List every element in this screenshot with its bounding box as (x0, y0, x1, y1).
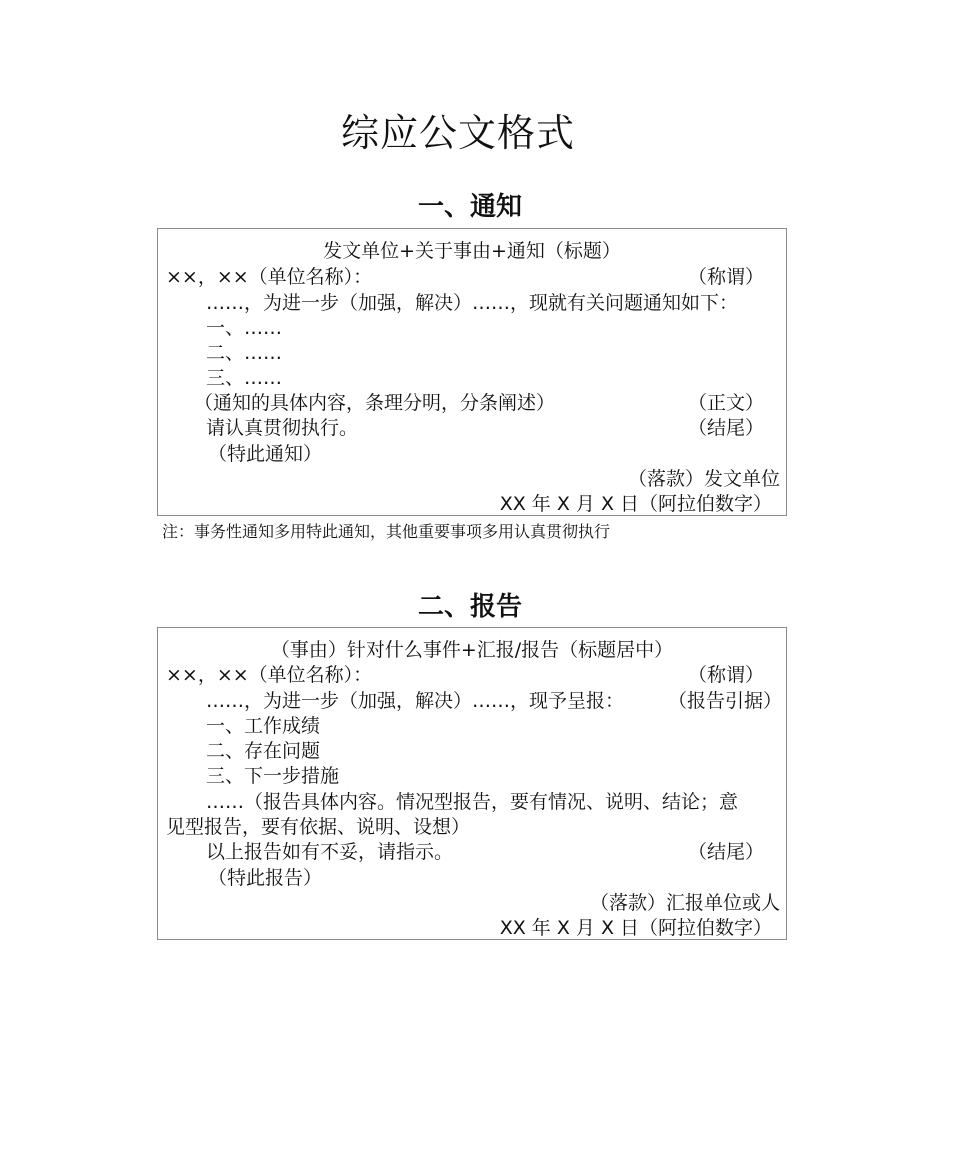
report-body-text-1: ……（报告具体内容。情况型报告，要有情况、说明、结论；意 (206, 791, 739, 813)
report-body-line-1 (158, 789, 786, 815)
report-title-text: （事由）针对什么事件+汇报/报告（标题居中） (270, 639, 674, 661)
report-date-line (158, 915, 786, 941)
report-item (158, 738, 786, 764)
report-signature-line (158, 890, 786, 916)
notice-signature-line (158, 466, 786, 492)
notice-salutation: ××，××（单位名称）： (166, 266, 373, 288)
notice-footnote: 注：事务性通知多用特此通知，其他重要事项多用认真贯彻执行 (162, 522, 611, 541)
report-intro-tag: （报告引据） (667, 690, 782, 712)
notice-intro: ……，为进一步（加强，解决）……，现就有关问题通知如下： (206, 292, 739, 314)
report-closing-alt-line (158, 865, 786, 891)
notice-closing: 请认真贯彻执行。 (206, 417, 359, 439)
report-item-1: 一、工作成绩 (206, 715, 321, 737)
section-title-notice: 一、通知 (417, 192, 522, 222)
report-body-text-2: 见型报告，要有依据、说明、设想） (166, 816, 471, 838)
notice-body-desc: （通知的具体内容，条理分明，分条阐述） (194, 392, 556, 414)
document-title: 综应公文格式 (340, 111, 575, 155)
notice-template-box (157, 228, 787, 516)
report-title-line (158, 637, 786, 663)
report-template-box (157, 627, 787, 940)
notice-closing-alt-line (158, 441, 786, 467)
report-intro-line (158, 688, 786, 714)
notice-item-1: 一、…… (206, 317, 283, 339)
notice-closing-tag: （结尾） (687, 417, 764, 439)
report-salutation: ××，××（单位名称）： (166, 664, 373, 686)
notice-title-line (158, 238, 786, 264)
report-intro: ……，为进一步（加强，解决）……，现予呈报： (206, 690, 625, 712)
notice-closing-line (158, 415, 786, 441)
section-title-report: 二、报告 (417, 592, 522, 622)
notice-item (158, 340, 786, 366)
notice-salutation-tag: （称谓） (687, 266, 764, 288)
notice-signature: （落款）发文单位 (627, 468, 780, 490)
report-salutation-line (158, 662, 786, 688)
notice-title-text: 发文单位+关于事由+通知（标题） (323, 240, 621, 262)
report-item-2: 二、存在问题 (206, 740, 321, 762)
notice-date-line (158, 491, 786, 517)
report-closing-line (158, 839, 786, 865)
report-item-3: 三、下一步措施 (206, 765, 340, 787)
notice-closing-alt: （特此通知） (208, 443, 323, 465)
report-item (158, 713, 786, 739)
report-closing-tag: （结尾） (687, 841, 764, 863)
notice-item (158, 365, 786, 391)
notice-item-2: 二、…… (206, 342, 283, 364)
report-signature: （落款）汇报单位或人 (589, 892, 780, 914)
notice-body-line (158, 390, 786, 416)
report-salutation-tag: （称谓） (687, 664, 764, 686)
notice-item-3: 三、…… (206, 367, 283, 389)
report-closing: 以上报告如有不妥，请指示。 (206, 841, 454, 863)
report-date: XX 年 X 月 X 日（阿拉伯数字） (499, 917, 772, 939)
notice-body-tag: （正文） (687, 392, 764, 414)
report-closing-alt: （特此报告） (208, 867, 323, 889)
report-item (158, 763, 786, 789)
notice-item (158, 315, 786, 341)
notice-intro-line (158, 290, 786, 316)
notice-salutation-line (158, 264, 786, 290)
report-body-line-2 (158, 814, 786, 840)
notice-date: XX 年 X 月 X 日（阿拉伯数字） (499, 493, 772, 515)
